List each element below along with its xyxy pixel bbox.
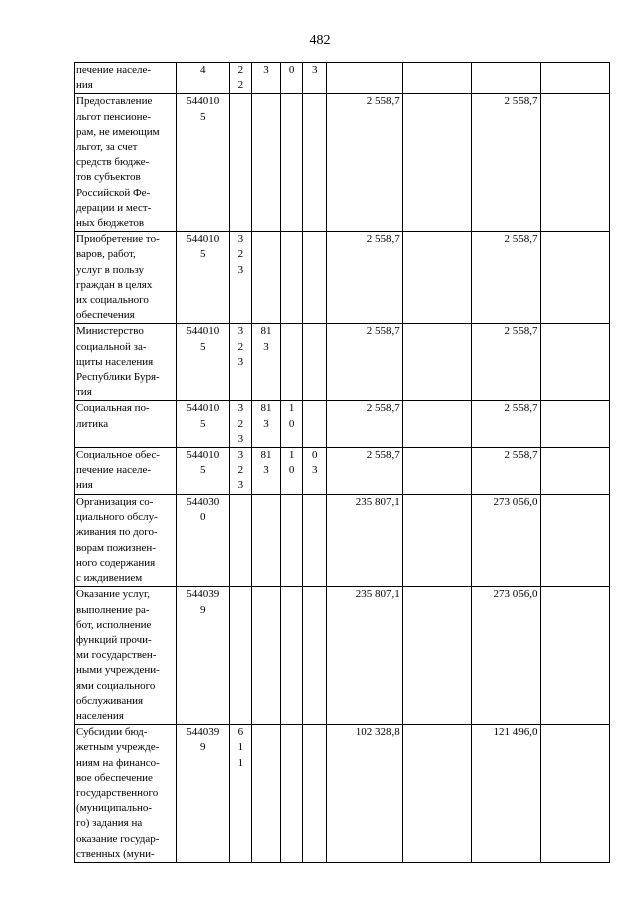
row-name: печение населе- ния <box>75 63 177 94</box>
row-subsection <box>303 324 327 401</box>
row-section <box>281 324 303 401</box>
row-name: Министерство социальной за- щиты населения Республики Буря- тия <box>75 324 177 401</box>
row-amount-1: 235 807,1 <box>327 587 402 725</box>
row-target-code: 544010 5 <box>176 401 229 448</box>
row-amount-4 <box>540 324 609 401</box>
table-row <box>75 324 610 401</box>
row-amount-3: 2 558,7 <box>472 448 540 495</box>
row-section <box>281 725 303 863</box>
row-amount-3: 2 558,7 <box>472 94 540 232</box>
row-target-code: 544010 5 <box>176 448 229 495</box>
row-amount-3: 2 558,7 <box>472 324 540 401</box>
row-expense-type: 2 2 <box>229 63 251 94</box>
row-section <box>281 94 303 232</box>
row-amount-1: 2 558,7 <box>327 94 402 232</box>
row-expense-type <box>229 94 251 232</box>
row-subsection <box>303 587 327 725</box>
row-amount-3: 2 558,7 <box>472 401 540 448</box>
row-amount-4 <box>540 94 609 232</box>
row-expense-type <box>229 587 251 725</box>
row-expense-type: 3 2 3 <box>229 232 251 324</box>
row-amount-1 <box>327 63 402 94</box>
row-target-code: 544030 0 <box>176 495 229 587</box>
row-section: 1 0 <box>281 401 303 448</box>
row-amount-2 <box>402 324 471 401</box>
row-name: Социальное обес- печение населе- ния <box>75 448 177 495</box>
row-name: Предоставление льгот пенсионе- рам, не имеющим льгот, за счет средств бюдже- тов субъектов Российской Фе- дерации и мест- ных бюджетов <box>75 94 177 232</box>
row-target-code: 544010 5 <box>176 232 229 324</box>
row-target-code: 544010 5 <box>176 94 229 232</box>
row-amount-1: 102 328,8 <box>327 725 402 863</box>
row-amount-1: 2 558,7 <box>327 324 402 401</box>
row-ministry-code: 81 3 <box>251 448 280 495</box>
row-amount-1: 2 558,7 <box>327 448 402 495</box>
row-amount-2 <box>402 232 471 324</box>
row-amount-4 <box>540 725 609 863</box>
row-name: Оказание услуг, выполнение ра- бот, исполнение функций прочи- ми государствен- ными учреждени- ями социального обслуживания населения <box>75 587 177 725</box>
row-amount-3: 2 558,7 <box>472 232 540 324</box>
row-amount-2 <box>402 725 471 863</box>
row-amount-4 <box>540 232 609 324</box>
row-amount-3: 273 056,0 <box>472 587 540 725</box>
table-row <box>75 401 610 448</box>
row-amount-1: 2 558,7 <box>327 232 402 324</box>
row-subsection <box>303 232 327 324</box>
row-subsection: 0 3 <box>303 448 327 495</box>
row-expense-type <box>229 495 251 587</box>
row-name: Субсидии бюд- жетным учрежде- ниям на финансо- вое обеспечение государственного (муниципально- го) задания на оказание государ- ственных (муни- <box>75 725 177 863</box>
row-amount-2 <box>402 94 471 232</box>
table-row <box>75 232 610 324</box>
row-target-code: 544039 9 <box>176 725 229 863</box>
budget-table <box>74 62 610 863</box>
row-target-code: 4 <box>176 63 229 94</box>
row-target-code: 544039 9 <box>176 587 229 725</box>
row-subsection <box>303 94 327 232</box>
page-number: 482 <box>309 33 331 48</box>
row-section <box>281 495 303 587</box>
row-amount-4 <box>540 587 609 725</box>
row-amount-2 <box>402 448 471 495</box>
row-amount-3: 121 496,0 <box>472 725 540 863</box>
row-amount-2 <box>402 587 471 725</box>
row-name: Приобретение то- варов, работ, услуг в пользу граждан в целях их социального обеспечения <box>75 232 177 324</box>
row-amount-1: 2 558,7 <box>327 401 402 448</box>
row-subsection <box>303 401 327 448</box>
row-amount-4 <box>540 448 609 495</box>
row-expense-type: 3 2 3 <box>229 401 251 448</box>
row-ministry-code: 81 3 <box>251 401 280 448</box>
table-row <box>75 94 610 232</box>
table-row <box>75 587 610 725</box>
row-expense-type: 3 2 3 <box>229 324 251 401</box>
row-amount-2 <box>402 401 471 448</box>
row-expense-type: 6 1 1 <box>229 725 251 863</box>
row-name: Социальная по- литика <box>75 401 177 448</box>
row-ministry-code <box>251 94 280 232</box>
row-section <box>281 587 303 725</box>
row-amount-3: 273 056,0 <box>472 495 540 587</box>
row-section: 0 <box>281 63 303 94</box>
row-subsection: 3 <box>303 63 327 94</box>
row-section: 1 0 <box>281 448 303 495</box>
row-ministry-code: 3 <box>251 63 280 94</box>
row-amount-2 <box>402 495 471 587</box>
row-ministry-code <box>251 587 280 725</box>
row-ministry-code <box>251 725 280 863</box>
row-amount-1: 235 807,1 <box>327 495 402 587</box>
row-name: Организация со- циального обслу- живания по дого- ворам пожизнен- ного содержания с иждивением <box>75 495 177 587</box>
row-subsection <box>303 495 327 587</box>
row-section <box>281 232 303 324</box>
row-amount-2 <box>402 63 471 94</box>
row-subsection <box>303 725 327 863</box>
row-target-code: 544010 5 <box>176 324 229 401</box>
row-ministry-code: 81 3 <box>251 324 280 401</box>
table-body <box>75 63 610 863</box>
row-amount-3 <box>472 63 540 94</box>
table-row <box>75 448 610 495</box>
table-row <box>75 495 610 587</box>
row-amount-4 <box>540 401 609 448</box>
row-amount-4 <box>540 495 609 587</box>
row-amount-4 <box>540 63 609 94</box>
row-expense-type: 3 2 3 <box>229 448 251 495</box>
row-ministry-code <box>251 495 280 587</box>
row-ministry-code <box>251 232 280 324</box>
table-row <box>75 725 610 863</box>
table-row <box>75 63 610 94</box>
